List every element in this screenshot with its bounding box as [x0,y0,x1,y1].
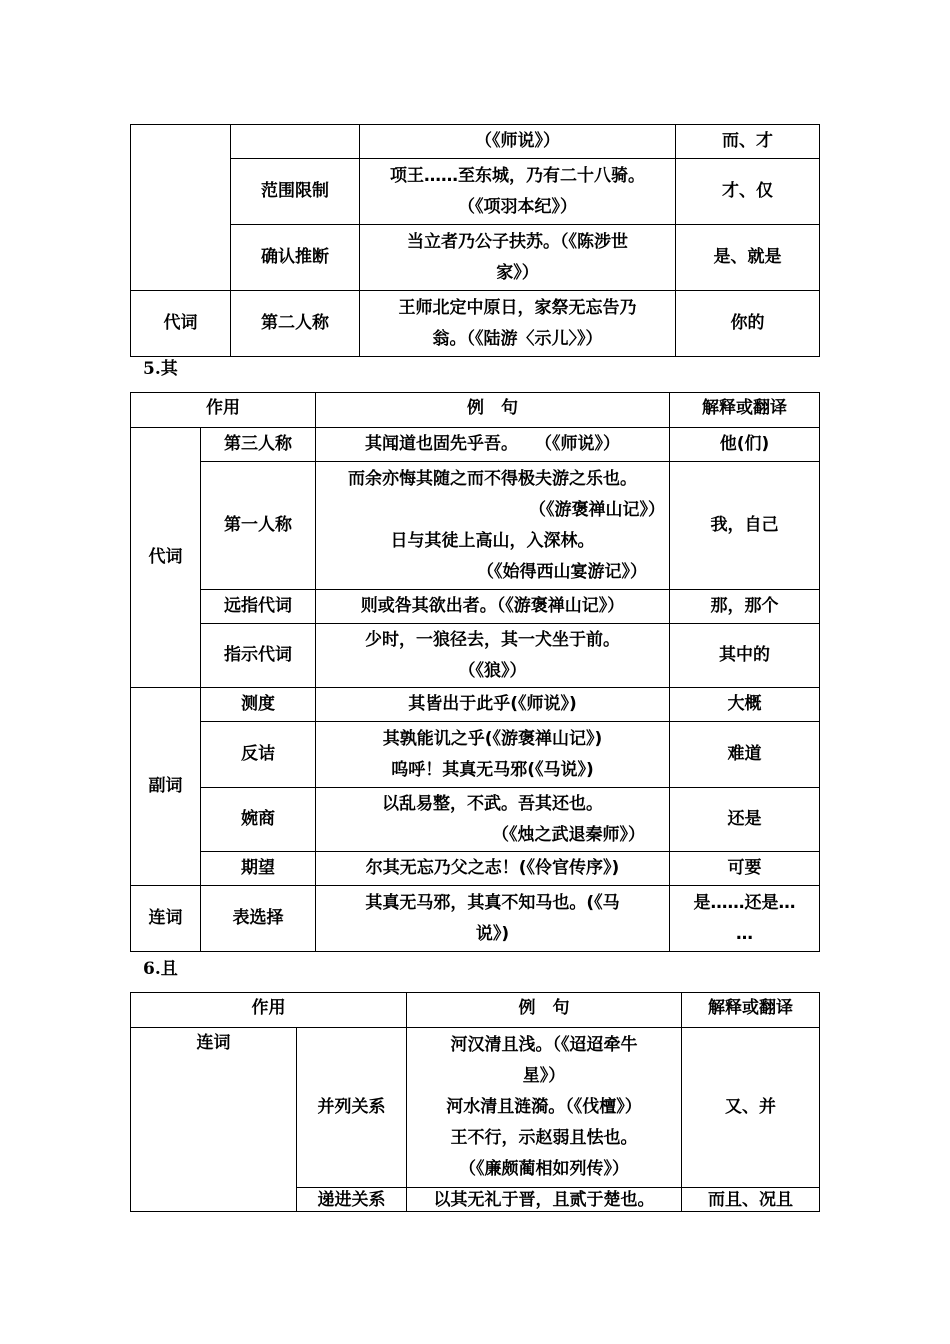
header-row [131,393,820,428]
table-qie [130,992,820,1212]
example-cell: 项王……至东城，乃有二十八骑。 （《项羽本纪》） [360,159,676,225]
example-cell: 其真无马邪，其真不知马也。(《马 说》) [316,886,670,952]
example-cell: 以其无礼于晋，且贰于楚也。 [407,1188,682,1212]
table-row [131,291,820,357]
example-cell: 则或咎其欲出者。（《游褒禅山记》） [316,590,670,624]
table-row [131,428,820,462]
meaning-cell: 而、才 [676,125,820,159]
table-nai-continued [130,124,820,357]
table-row [131,722,820,788]
func-cell: 第二人称 [231,291,360,357]
meaning-cell: 是……还是… … [670,886,820,952]
table-row [131,852,820,886]
table-row [131,462,820,590]
section-title: 6.且 [143,959,178,979]
header-example: 例 句 [407,993,682,1028]
example-cell: 少时，一狼径去，其一犬坐于前。 （《狼》） [316,624,670,688]
example-cell: 河汉清且浅。（《迢迢牵牛 星》） 河水清且涟漪。（《伐檀》） 王不行，示赵弱且怯也。 （《廉颇蔺相如列传》） [407,1028,682,1188]
pos-cell: 代词 [131,291,231,357]
header-meaning: 解释或翻译 [682,993,820,1028]
meaning-cell: 可要 [670,852,820,886]
section-title: 5.其 [143,359,178,379]
example-cell: （《师说》） [360,125,676,159]
meaning-cell: 又、并 [682,1028,820,1188]
pos-cell: 连词 [131,886,201,952]
table-row [131,225,820,291]
example-cell: 当立者乃公子扶苏。（《陈涉世 家》） [360,225,676,291]
example-cell: 其闻道也固先乎吾。 （《师说》） [316,428,670,462]
example-cell: 其皆出于此乎(《师说》) [316,688,670,722]
meaning-cell: 那，那个 [670,590,820,624]
table-row [131,788,820,852]
meaning-cell: 大概 [670,688,820,722]
func-cell [231,125,360,159]
meaning-cell: 难道 [670,722,820,788]
func-cell: 并列关系 [297,1028,407,1188]
table-row [131,886,820,952]
meaning-cell: 其中的 [670,624,820,688]
table-row [131,590,820,624]
example-cell: 尔其无忘乃父之志！(《伶官传序》) [316,852,670,886]
example-cell: 以乱易整，不武。吾其还也。 （《烛之武退秦师》） [316,788,670,852]
meaning-cell: 还是 [670,788,820,852]
func-cell: 确认推断 [231,225,360,291]
pos-cell: 代词 [131,428,201,688]
header-example: 例 句 [316,393,670,428]
func-cell: 远指代词 [201,590,316,624]
pos-cell: 副词 [131,688,201,886]
pos-cell [131,125,231,291]
pos-cell: 连词 [131,1028,297,1212]
func-cell: 递进关系 [297,1188,407,1212]
func-cell: 第三人称 [201,428,316,462]
func-cell: 测度 [201,688,316,722]
example-cell: 而余亦悔其随之而不得极夫游之乐也。 （《游褒禅山记》） 日与其徒上高山，入深林。 （《始得西山宴游记》） [316,462,670,590]
meaning-cell: 是、就是 [676,225,820,291]
func-cell: 婉商 [201,788,316,852]
example-cell: 王师北定中原日，家祭无忘告乃 翁。（《陆游〈示儿〉》） [360,291,676,357]
table-row [131,159,820,225]
func-cell: 表选择 [201,886,316,952]
table-row [131,1028,820,1188]
header-row [131,993,820,1028]
func-cell: 指示代词 [201,624,316,688]
meaning-cell: 你的 [676,291,820,357]
example-cell: 其孰能讥之乎(《游褒禅山记》) 呜呼！其真无马邪(《马说》) [316,722,670,788]
header-role: 作用 [131,393,316,428]
meaning-cell: 我，自己 [670,462,820,590]
meaning-cell: 他(们) [670,428,820,462]
func-cell: 范围限制 [231,159,360,225]
table-qi [130,392,820,952]
func-cell: 反诘 [201,722,316,788]
func-cell: 第一人称 [201,462,316,590]
header-meaning: 解释或翻译 [670,393,820,428]
table-row [131,624,820,688]
table-row [131,688,820,722]
func-cell: 期望 [201,852,316,886]
meaning-cell: 而且、况且 [682,1188,820,1212]
table-row [131,125,820,159]
meaning-cell: 才、仅 [676,159,820,225]
header-role: 作用 [131,993,407,1028]
